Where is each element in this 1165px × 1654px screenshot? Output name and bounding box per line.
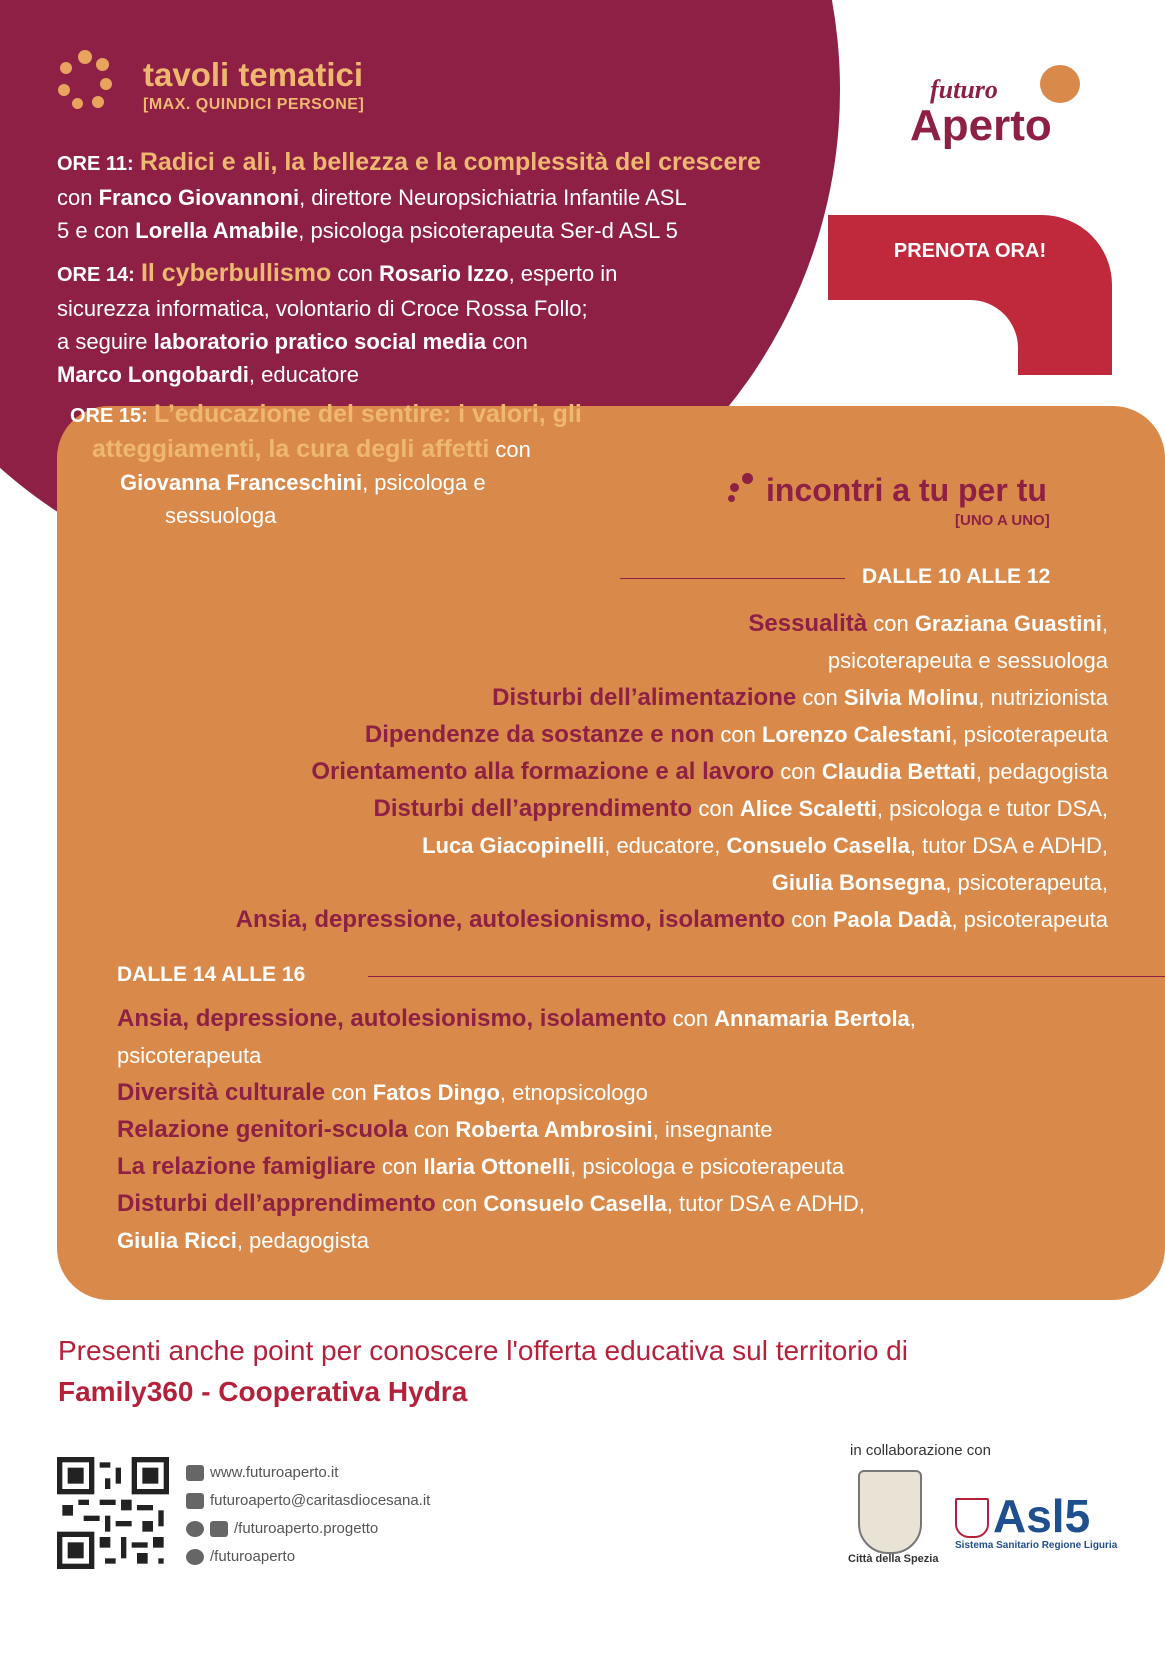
speaker-name: Giulia Bonsegna [771, 870, 946, 895]
speaker-name: Giulia Ricci [117, 1228, 237, 1253]
slot2-list [117, 1000, 1117, 1259]
appointment-row [117, 1148, 1117, 1185]
speaker-name: Paola Dadà [832, 907, 952, 932]
row-text: , psicologa e psicoterapeuta [570, 1154, 845, 1179]
speaker-name: Lorenzo Calestani [761, 722, 952, 747]
row-text: , psicoterapeuta, [945, 870, 1108, 895]
city-label: Città della Spezia [848, 1553, 939, 1565]
appointment-row [100, 901, 1108, 938]
speaker-name: Annamaria Bertola [714, 1006, 910, 1031]
tavoli-subtitle: [MAX. QUINDICI PERSONE] [143, 96, 365, 113]
row-text: psicoterapeuta e sessuologa [827, 648, 1108, 673]
appointment-row [117, 1000, 1117, 1037]
facebook-icon [186, 1521, 204, 1537]
row-text: , [909, 1006, 916, 1031]
slot1-rule [620, 578, 845, 579]
contact-website[interactable]: www.futuroaperto.it [186, 1464, 430, 1492]
topic-label: Dipendenze da sostanze e non [364, 721, 715, 748]
incontri-title: incontri a tu per tu [766, 472, 1047, 508]
slot2-rule [368, 976, 1165, 977]
session-11: ORE 11: Radici e ali, la bellezza e la complessità del crescere con Franco Giovannoni, direttore Neuropsichiatria Infantile ASL 5 e con Lorella Amabile, psicologa psicoterapeuta Ser-d ASL 5 [57, 148, 761, 243]
row-text: , insegnante [652, 1117, 773, 1142]
row-text: con [666, 1006, 715, 1031]
contact-social[interactable]: /futuroaperto.progetto [186, 1520, 430, 1548]
asl-subtitle: Sistema Sanitario Regione Liguria [955, 1540, 1118, 1551]
dots-ring-icon [58, 50, 114, 112]
row-text: con [435, 1191, 484, 1216]
row-text: , pedagogista [236, 1228, 369, 1253]
row-text: con [774, 759, 822, 784]
appointment-row [100, 864, 1108, 901]
bottom-line1: Presenti anche point per conoscere l'offerta educativa sul territorio di [58, 1335, 908, 1366]
speaker-name: Graziana Guastini [914, 611, 1102, 636]
appointment-row [100, 679, 1108, 716]
contacts [186, 1464, 430, 1576]
topic-label: Diversità culturale [117, 1079, 326, 1106]
row-text: , etnopsicologo [499, 1080, 648, 1105]
speaker-name: Claudia Bettati [821, 759, 976, 784]
appointment-row [117, 1074, 1117, 1111]
tavoli-title: tavoli tematici [143, 56, 364, 93]
liguria-shield-icon [955, 1498, 989, 1538]
appointment-row [100, 753, 1108, 790]
speaker-name: Fatos Dingo [372, 1080, 500, 1105]
row-text: con [785, 907, 833, 932]
row-text: , pedagogista [975, 759, 1108, 784]
appointment-row [100, 716, 1108, 753]
appointment-row [117, 1111, 1117, 1148]
topic-label: Disturbi dell’apprendimento [373, 795, 693, 822]
row-text: con [407, 1117, 456, 1142]
appointment-row [100, 605, 1108, 642]
topic-label: La relazione famigliare [117, 1153, 376, 1180]
appointment-row [117, 1037, 1117, 1074]
appointment-row [117, 1222, 1117, 1259]
slot2-heading: DALLE 14 ALLE 16 [117, 963, 306, 986]
row-text: , [1101, 611, 1108, 636]
row-text: , psicoterapeuta [951, 722, 1108, 747]
row-text: con [692, 796, 740, 821]
topic-label: Disturbi dell’alimentazione [492, 684, 797, 711]
speaker-name: Luca Giacopinelli [422, 833, 605, 858]
asl-logo-text: Asl5 [993, 1490, 1091, 1542]
row-text: , nutrizionista [978, 685, 1108, 710]
speaker-name: Alice Scaletti [739, 796, 877, 821]
row-text: con [796, 685, 844, 710]
row-text: , educatore, [604, 833, 727, 858]
row-text: con [325, 1080, 373, 1105]
qr-code[interactable] [57, 1457, 169, 1569]
row-text: con [867, 611, 915, 636]
owl-icon [1040, 65, 1080, 103]
bird-icon [186, 1465, 204, 1481]
tiktok-icon [186, 1549, 204, 1565]
incontri-subtitle: [UNO A UNO] [955, 512, 1050, 529]
row-text: , psicoterapeuta [951, 907, 1108, 932]
appointment-row [100, 827, 1108, 864]
topic-label: Relazione genitori-scuola [117, 1116, 408, 1143]
contact-tiktok[interactable]: /futuroaperto [186, 1548, 430, 1576]
dots-icon [728, 473, 758, 503]
speaker-name: Ilaria Ottonelli [423, 1154, 571, 1179]
mail-icon [186, 1493, 204, 1509]
topic-label: Orientamento alla formazione e al lavoro [311, 758, 775, 785]
partners-label: in collaborazione con [850, 1442, 991, 1459]
instagram-icon [210, 1521, 228, 1537]
bottom-line2: Family360 - Cooperativa Hydra [58, 1376, 468, 1407]
slot1-heading: DALLE 10 ALLE 12 [862, 565, 1051, 588]
appointment-row [117, 1185, 1117, 1222]
prenota-label[interactable]: PRENOTA ORA! [893, 240, 1047, 262]
session-15: ORE 15: L’educazione del sentire: i valori, gli atteggiamenti, la cura degli affetti con Giovanna Franceschini, psicologa e sessuologa [70, 400, 582, 528]
speaker-name: Consuelo Casella [483, 1191, 667, 1216]
slot1-list [100, 605, 1108, 938]
appointment-row [100, 790, 1108, 827]
topic-label: Ansia, depressione, autolesionismo, isolamento [117, 1005, 667, 1032]
row-text: psicoterapeuta [117, 1043, 262, 1068]
speaker-name: Roberta Ambrosini [455, 1117, 653, 1142]
speaker-name: Silvia Molinu [843, 685, 979, 710]
city-crest-icon [858, 1470, 922, 1554]
session-14: ORE 14: Il cyberbullismo con Rosario Izzo, esperto in sicurezza informatica, volontario di Croce Rossa Follo; a seguire laboratorio pratico social media con Marco Longobardi, educatore [57, 259, 618, 387]
row-text: , psicologa e tutor DSA, [876, 796, 1108, 821]
prenota-notch [828, 300, 1018, 375]
appointment-row [100, 642, 1108, 679]
topic-label: Disturbi dell’apprendimento [117, 1190, 436, 1217]
row-text: , tutor DSA e ADHD, [909, 833, 1108, 858]
contact-email[interactable]: futuroaperto@caritasdiocesana.it [186, 1492, 430, 1520]
topic-label: Ansia, depressione, autolesionismo, isolamento [235, 906, 786, 933]
row-text: , tutor DSA e ADHD, [666, 1191, 865, 1216]
futuro-aperto-logo: futuro Aperto [910, 65, 1110, 155]
speaker-name: Consuelo Casella [726, 833, 910, 858]
row-text: con [714, 722, 762, 747]
topic-label: Sessualità [748, 610, 868, 637]
row-text: con [375, 1154, 424, 1179]
